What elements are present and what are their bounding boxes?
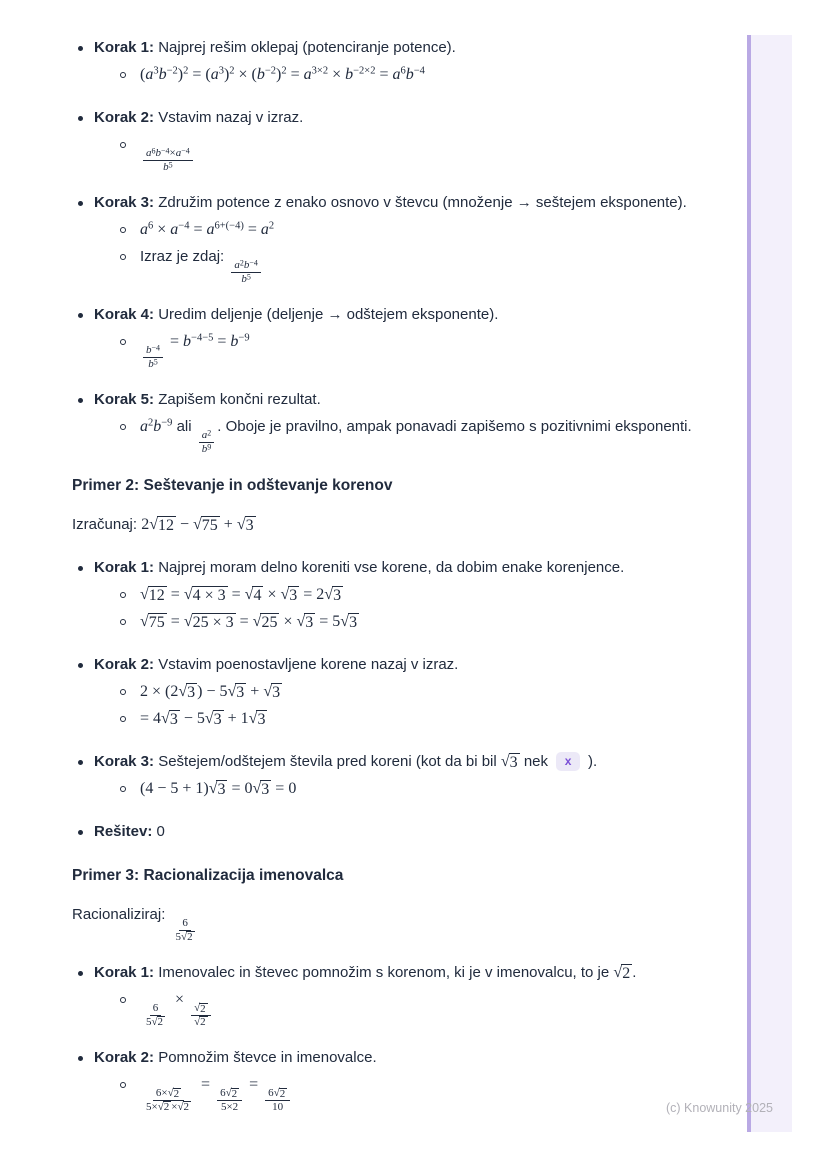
list-item-text: Korak 1: Najprej moram delno koreniti vse korene, da dobim enake korenjence. [94, 559, 625, 576]
list-item-korak-1 [72, 555, 728, 581]
circle-bullet-icon [119, 1072, 140, 1113]
circle-bullet-icon [119, 706, 140, 732]
page-edge-decoration [747, 35, 792, 1132]
circle-bullet-icon [119, 244, 140, 285]
list-item-text: Korak 2: Vstavim poenostavljene korene nazaj v izraz. [94, 656, 459, 673]
sub-list-item [119, 776, 728, 802]
sub-list-item [119, 987, 728, 1028]
problem-statement [72, 512, 728, 538]
variable-chip: x [556, 752, 580, 771]
list-item-korak-1 [72, 35, 728, 61]
circle-bullet-icon [119, 329, 140, 370]
sub-list-item [119, 582, 728, 608]
sub-list-item [119, 414, 728, 455]
bullet-icon [77, 652, 94, 678]
circle-bullet-icon [119, 582, 140, 608]
list-item-text: Korak 3: Združim potence z enako osnovo v števcu (množenje → seštejem eksponente). [94, 194, 687, 211]
heading-text: Primer 2: Seštevanje in odštevanje korenov [72, 477, 393, 494]
heading-text: Primer 3: Racionalizacija imenovalca [72, 867, 344, 884]
bullet-icon [77, 819, 94, 845]
sub-list-item [119, 706, 728, 732]
bullet-icon [77, 1045, 94, 1071]
math-expression: $\frac{6}{5√2}$ × $\frac{√2}{√2}$ [140, 987, 718, 1028]
list-item-korak-3 [72, 749, 728, 775]
math-expression: $\frac{b^{-4}}{b^5}$ = $b^{-4-5} = b^{-9}$ [140, 329, 718, 370]
circle-bullet-icon [119, 987, 140, 1028]
list-item-text: Korak 3: Seštejem/odštejem števila pred koreni (kot da bi bil √3 nek x ). [94, 753, 598, 771]
bullet-icon [77, 749, 94, 775]
section-heading-primer-3 [72, 863, 728, 889]
list-item-text: Korak 5: Zapišem končni rezultat. [94, 391, 321, 408]
math-expression: $\frac{a^6b^{-4}\times a^{-4}}{b^5}$ [140, 132, 718, 173]
list-item-korak-3 [72, 190, 728, 216]
sub-list-item [119, 679, 728, 705]
bullet-icon [77, 387, 94, 413]
list-item-korak-1 [72, 960, 728, 986]
problem-text: Racionaliziraj: $\frac{6}{5√2}$ [72, 906, 193, 943]
sub-list-item [119, 132, 728, 173]
list-item-text: Rešitev: 0 [94, 823, 165, 840]
math-expression: $(a^3b^{-2})^2 = (a^3)^2 \times (b^{-2})^2 = a^{3\times 2} \times b^{-2\times 2} = a^6b^{-4}$ [140, 65, 425, 83]
problem-statement [72, 902, 728, 943]
sub-list-item [119, 62, 728, 88]
list-item-text: Korak 2: Vstavim nazaj v izraz. [94, 109, 304, 126]
list-item-text: Korak 1: Imenovalec in števec pomnožim s korenom, ki je v imenovalcu, to je √2 . [94, 964, 637, 982]
bullet-icon [77, 302, 94, 328]
circle-bullet-icon [119, 62, 140, 88]
sub-list-item [119, 1072, 728, 1113]
math-expression: = 4√3 − 5√3 + 1√3 [140, 710, 266, 728]
list-item-text: Korak 4: Uredim deljenje (deljenje → odštejem eksponente). [94, 306, 499, 323]
bullet-icon [77, 105, 94, 131]
math-expression: Izraz je zdaj: $\frac{a^2b^{-4}}{b^5}$ [140, 244, 718, 285]
list-item-korak-5 [72, 387, 728, 413]
sub-list-item [119, 244, 728, 285]
math-expression: √12 = √4 × 3 = √4 × √3 = 2√3 [140, 586, 342, 604]
list-item-text: Korak 1: Najprej rešim oklepaj (potenciranje potence). [94, 39, 456, 56]
circle-bullet-icon [119, 679, 140, 705]
bullet-icon [77, 555, 94, 581]
math-expression: $\frac{6\times√2}{5\times√2 \times√2}$ = $\frac{6√2}{5\times 2}$ = $\frac{6√2}{10}$ [140, 1072, 718, 1113]
list-item-korak-2 [72, 1045, 728, 1071]
math-expression: $a^2b^{-9}$ ali $\frac{a^2}{b^9}$ . Oboje je pravilno, ampak ponavadi zapišemo s pozitivnimi eksponenti. [140, 417, 692, 455]
math-expression: 2 × (2√3 ) − 5√3 + √3 [140, 683, 281, 701]
bullet-icon [77, 35, 94, 61]
math-expression: $a^6 \times a^{-4} = a^{6+(-4)} = a^2$ [140, 220, 275, 238]
math-expression: (4 − 5 + 1)√3 = 0√3 = 0 [140, 780, 297, 798]
list-item-korak-4 [72, 302, 728, 328]
copyright-notice: (c) Knowunity 2025 [665, 1101, 773, 1115]
list-item-korak-2 [72, 105, 728, 131]
bullet-icon [77, 190, 94, 216]
circle-bullet-icon [119, 132, 140, 173]
problem-text: Izračunaj: 2√12 − √75 + √3 [72, 516, 254, 534]
section-heading-primer-2 [72, 473, 728, 499]
circle-bullet-icon [119, 609, 140, 635]
circle-bullet-icon [119, 414, 140, 455]
circle-bullet-icon [119, 776, 140, 802]
bullet-icon [77, 960, 94, 986]
list-item-resitev [72, 819, 728, 845]
sub-list-item [119, 217, 728, 243]
circle-bullet-icon [119, 217, 140, 243]
math-expression: √75 = √25 × 3 = √25 × √3 = 5√3 [140, 613, 358, 631]
sub-list-item [119, 609, 728, 635]
sub-list-item [119, 329, 728, 370]
list-item-text: Korak 2: Pomnožim števce in imenovalce. [94, 1049, 377, 1066]
list-item-korak-2 [72, 652, 728, 678]
